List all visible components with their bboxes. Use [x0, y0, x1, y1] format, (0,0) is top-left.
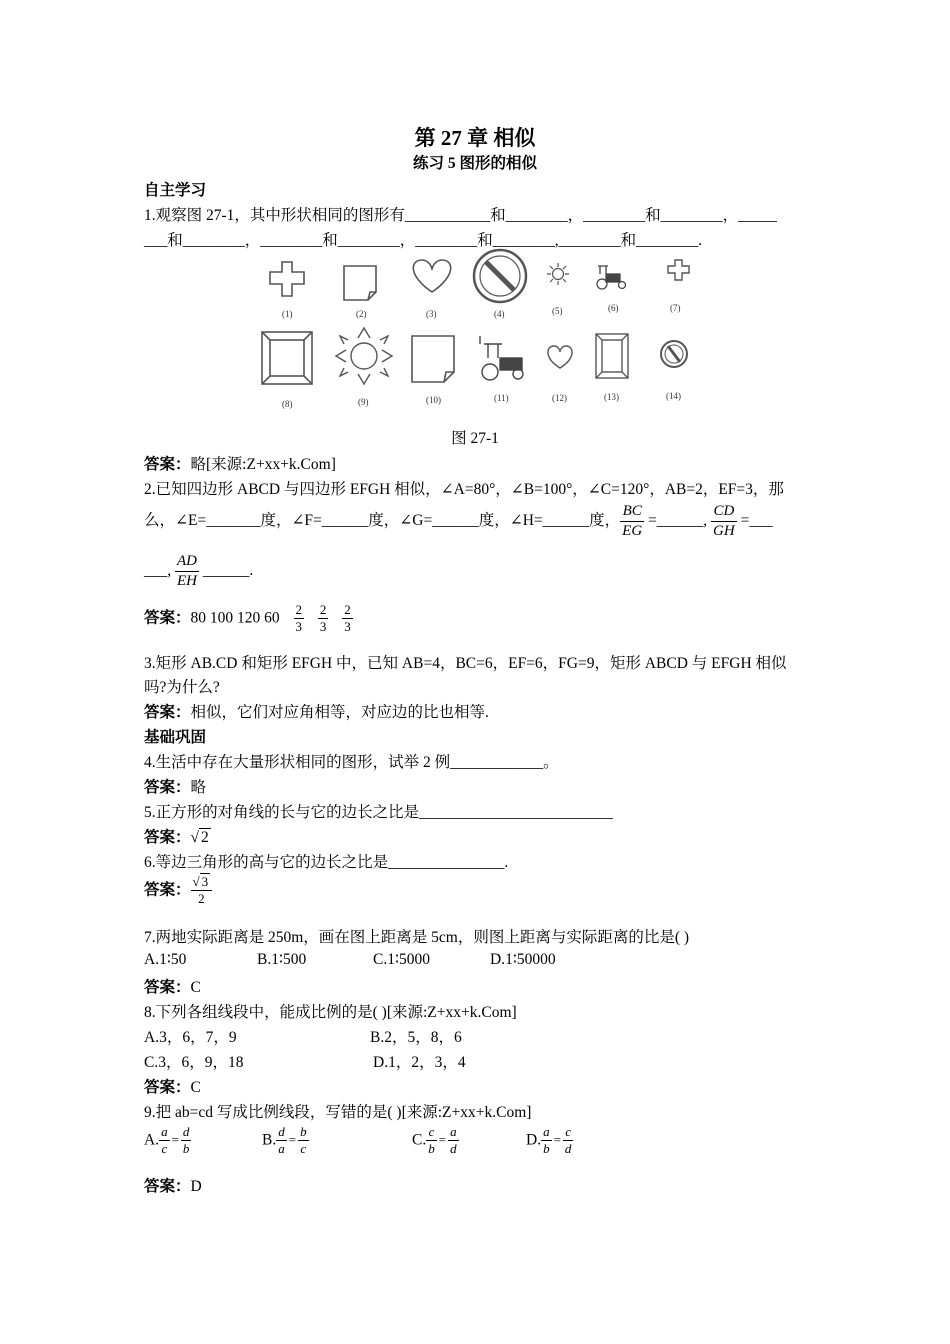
heart-shape-3	[413, 260, 450, 292]
fig-label-14: (14)	[666, 391, 681, 401]
q7-option-a: A.1∶50	[144, 951, 187, 968]
equals-sign: =	[288, 1132, 297, 1148]
answer-label: 答案：	[144, 881, 191, 899]
q9-option-c	[412, 1124, 459, 1158]
q1-line1: 1.观察图 27-1，其中形状相同的图形有___________和________，________和________，_____	[144, 207, 777, 224]
option-fraction-left	[426, 1124, 437, 1158]
fraction-ad-eh	[175, 552, 199, 591]
answer-fraction	[318, 602, 329, 636]
q4-text: 4.生活中存在大量形状相同的图形，试举 2 例____________。	[144, 754, 559, 771]
q3-answer-text: 相似，它们对应角相等，对应边的比也相等.	[190, 704, 489, 721]
q8-answer-text: C	[190, 1079, 201, 1096]
fig-label-9: (9)	[358, 397, 369, 407]
answer-fraction	[342, 602, 353, 636]
q7-option-b: B.1∶500	[257, 951, 307, 968]
tractor-shape-6	[597, 266, 626, 289]
sqrt-expression: √ 2	[190, 829, 209, 846]
option-label: A.	[144, 1131, 160, 1149]
frac-den: 3	[319, 619, 327, 635]
q8-option-b: B.2，5，8，6	[370, 1029, 462, 1046]
frac-den: c	[161, 1141, 168, 1157]
frac-num: a	[448, 1124, 459, 1141]
frac-den: d	[564, 1141, 572, 1157]
q8-answer	[144, 1075, 201, 1097]
q7-answer	[144, 975, 201, 997]
fraction-cd-gh	[711, 502, 737, 541]
frac-num: c	[563, 1124, 574, 1141]
q2-answer-text: 80 100 120 60	[190, 609, 280, 627]
frac-num: a	[159, 1124, 170, 1141]
answer-label: 答案：	[144, 779, 191, 796]
frac-num: BC	[620, 502, 644, 522]
option-fraction-left	[159, 1124, 170, 1158]
frac-num: 2	[318, 602, 329, 619]
option-label: B.	[262, 1131, 277, 1149]
q5-answer	[144, 825, 211, 847]
frac-num: a	[541, 1124, 552, 1141]
option-label: D.	[526, 1131, 542, 1149]
sun-shape-5	[547, 263, 569, 285]
option-fraction-right	[448, 1124, 459, 1158]
fig-label-2: (2)	[356, 309, 367, 319]
q7-text: 7.两地实际距离是 250m，画在图上距离是 5cm，则图上距离与实际距离的比是( )	[144, 929, 690, 946]
frac-num: d	[181, 1124, 192, 1141]
equals-sign: =	[438, 1132, 447, 1148]
frac-den: 2	[198, 891, 205, 907]
frac-den: b	[428, 1141, 435, 1157]
q4-answer	[144, 775, 206, 797]
frac-den: 3	[295, 619, 303, 635]
q7-option-d: D.1∶50000	[490, 951, 556, 968]
sqrt-expression: √ 3	[192, 874, 209, 889]
fig-label-7: (7)	[670, 303, 681, 313]
fig-label-1: (1)	[282, 309, 293, 319]
option-fraction-right	[298, 1124, 309, 1158]
q2-blank-2: =___	[736, 511, 773, 529]
folded-paper-10	[412, 336, 454, 382]
fig-label-10: (10)	[426, 395, 441, 405]
frac-den: a	[278, 1141, 285, 1157]
q2-line2-text: 么，∠E=_______度，∠F=______度，∠G=______度，∠H=______度，	[144, 511, 621, 529]
frac-den: EH	[177, 572, 197, 589]
q2-answer	[144, 602, 353, 636]
fig-label-6: (6)	[608, 303, 619, 313]
radicand: 3	[201, 874, 209, 889]
frac-den: 3	[344, 619, 351, 635]
heart-shape-12	[548, 346, 572, 368]
q2-line3-pre: ___,	[144, 561, 175, 579]
q1-answer-text: 略[来源:Z+xx+k.Com]	[190, 456, 336, 473]
q1-line2: ___和________，________和________，________和________,________和________.	[144, 232, 703, 249]
frac-num: d	[276, 1124, 287, 1141]
fig-label-13: (13)	[604, 392, 619, 402]
frac-den: b	[543, 1141, 550, 1157]
q9-option-d	[526, 1124, 573, 1158]
q5-text: 5.正方形的对角线的长与它的边长之比是_________________________	[144, 804, 613, 821]
frac-num: c	[426, 1124, 437, 1141]
q6-answer	[144, 874, 212, 908]
section-basic: 基础巩固	[144, 729, 207, 746]
q8-text: 8.下列各组线段中，能成比例的是( )[来源:Z+xx+k.Com]	[144, 1004, 517, 1021]
q4-answer-text: 略	[190, 779, 207, 796]
option-fraction-left	[276, 1124, 287, 1158]
frac-den: EG	[622, 522, 643, 539]
fig-label-8: (8)	[282, 399, 293, 409]
equals-sign: =	[553, 1132, 561, 1148]
figure-27-1	[258, 244, 698, 412]
q2-line3-post: ______.	[199, 561, 254, 579]
fig-label-5: (5)	[552, 306, 563, 316]
frac-num: 2	[294, 602, 305, 619]
equals-sign: =	[171, 1132, 179, 1148]
answer-fraction	[294, 602, 305, 636]
q6-text: 6.等边三角形的高与它的边长之比是_______________.	[144, 854, 509, 871]
fig-label-3: (3)	[426, 309, 437, 319]
answer-label: 答案：	[144, 1178, 191, 1195]
frac-den: GH	[713, 522, 735, 539]
q3-line1: 3.矩形 AB.CD 和矩形 EFGH 中，已知 AB=4，BC=6，EF=6，FG=9，矩形 ABCD 与 EFGH 相似	[144, 655, 787, 672]
q3-answer	[144, 700, 489, 722]
cross-shape-7	[668, 260, 689, 280]
section-self-study: 自主学习	[144, 182, 207, 199]
q2-line1: 2.已知四边形 ABCD 与四边形 EFGH 相似，∠A=80°，∠B=100°，∠C=120°，AB=2，EF=3，那	[144, 481, 784, 498]
q3-line2: 吗?为什么?	[144, 679, 220, 696]
q9-text: 9.把 ab=cd 写成比例线段，写错的是( )[来源:Z+xx+k.Com]	[144, 1104, 532, 1121]
answer-label: 答案：	[144, 609, 191, 627]
q7-option-c: C.1∶5000	[373, 951, 430, 968]
frac-den: c	[300, 1141, 307, 1157]
q9-answer-text: D	[190, 1178, 202, 1195]
fraction-bc-eg	[620, 502, 644, 541]
frac-num: b	[298, 1124, 309, 1141]
frac-den: d	[450, 1141, 457, 1157]
answer-label: 答案：	[144, 704, 191, 721]
answer-fraction	[191, 874, 213, 908]
q2-blank-1: =______,	[644, 511, 712, 529]
frac-num: AD	[175, 552, 199, 572]
q8-option-c: C.3，6，9，18	[144, 1054, 244, 1071]
frame-shape-13	[596, 334, 628, 378]
q9-option-b	[262, 1124, 309, 1158]
exercise-subtitle: 练习 5 图形的相似	[412, 155, 537, 172]
fig-label-12: (12)	[552, 393, 567, 403]
fig-label-11: (11)	[494, 393, 509, 403]
frac-num: CD	[711, 502, 737, 522]
tractor-shape-11	[480, 336, 523, 380]
answer-label: 答案：	[144, 1079, 191, 1096]
option-label: C.	[412, 1131, 427, 1149]
option-fraction-left	[541, 1124, 552, 1158]
folded-paper-2	[344, 266, 376, 300]
frac-den: b	[182, 1141, 190, 1157]
frame-shape-8	[262, 332, 312, 384]
answer-label: 答案：	[144, 829, 191, 846]
radicand: 2	[201, 829, 209, 846]
option-fraction-right	[181, 1124, 192, 1158]
answer-label: 答案：	[144, 456, 191, 473]
figure-caption: 图 27-1	[451, 430, 499, 447]
cross-shape-1	[270, 262, 304, 296]
sun-shape-9	[336, 328, 392, 384]
answer-label: 答案：	[144, 979, 191, 996]
page-title: 第 27 章 相似	[414, 126, 536, 150]
q8-option-d: D.1，2，3，4	[373, 1054, 466, 1071]
fig-label-4: (4)	[494, 309, 505, 319]
q1-answer	[144, 452, 336, 474]
q9-option-a	[144, 1124, 191, 1158]
q9-answer	[144, 1174, 202, 1196]
option-fraction-right	[563, 1124, 574, 1158]
q8-option-a: A.3，6，7，9	[144, 1029, 237, 1046]
frac-num: 2	[342, 602, 353, 619]
q2-line3	[144, 552, 253, 591]
q7-answer-text: C	[190, 979, 201, 996]
q2-line2	[144, 502, 773, 541]
